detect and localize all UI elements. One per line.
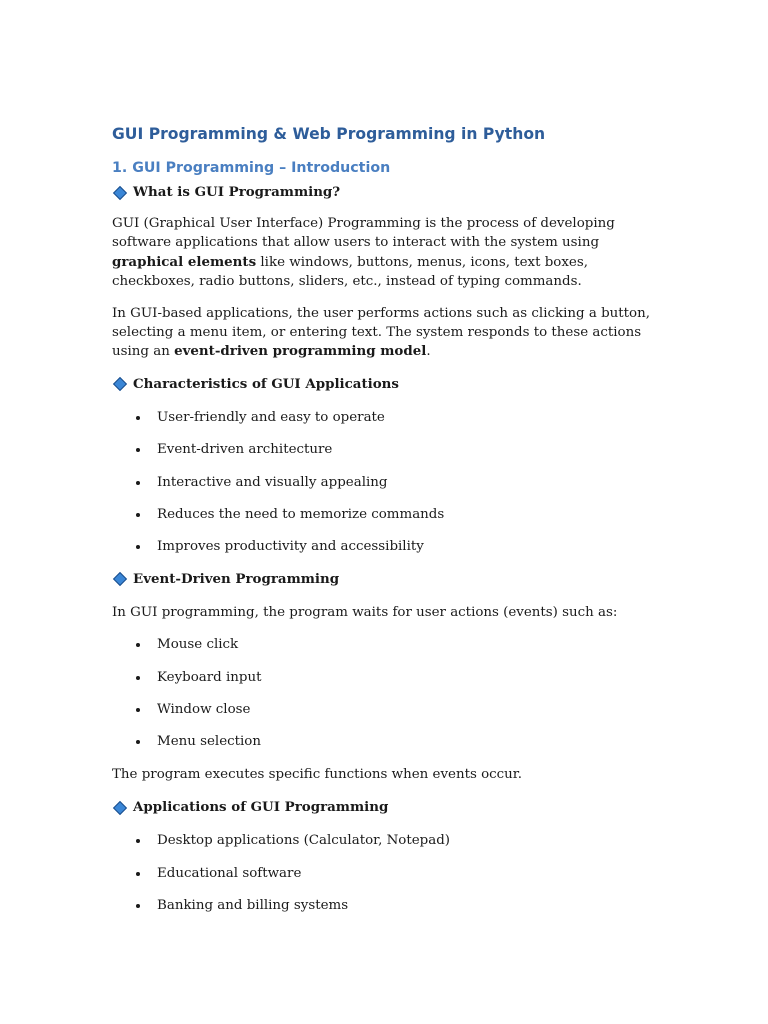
list-item-text: User-friendly and easy to operate: [157, 409, 385, 425]
list-item: [112, 537, 652, 556]
bullet-icon: [136, 904, 140, 908]
list-item: [112, 831, 652, 850]
bullet-icon: [136, 448, 140, 452]
subheading-label: What is GUI Programming?: [133, 184, 341, 200]
paragraph-event-outro: The program executes specific functions when events occur.: [112, 766, 522, 782]
bullet-icon: [136, 708, 140, 712]
subheading-label: Event-Driven Programming: [133, 570, 340, 587]
events-list: [112, 635, 652, 752]
list-item-text: Mouse click: [157, 637, 239, 653]
bold-term-event-driven-model: event-driven programming model: [174, 343, 427, 360]
list-item-text: Banking and billing systems: [157, 897, 349, 913]
list-item-text: Event-driven architecture: [157, 442, 333, 458]
diamond-icon: [113, 185, 127, 199]
bullet-icon: [136, 545, 140, 549]
bullet-icon: [136, 872, 140, 876]
list-item: [112, 408, 652, 427]
list-item: [112, 635, 652, 654]
bullet-icon: [136, 416, 140, 420]
diamond-icon: [113, 377, 127, 391]
subheading-label: Applications of GUI Programming: [133, 799, 389, 816]
bullet-icon: [136, 643, 140, 647]
bold-term-graphical-elements: graphical elements: [112, 253, 257, 270]
list-item: [112, 473, 652, 492]
list-item-text: Reduces the need to memorize commands: [157, 507, 445, 523]
paragraph-gui-actions: [112, 304, 652, 362]
list-item: [112, 732, 652, 751]
list-item-text: Desktop applications (Calculator, Notepad): [157, 833, 451, 849]
bullet-icon: [136, 839, 140, 843]
paragraph-text: .: [426, 344, 431, 360]
list-item: [112, 440, 652, 459]
list-item: [112, 505, 652, 524]
diamond-icon: [113, 801, 127, 815]
list-item-text: Interactive and visually appealing: [157, 474, 388, 490]
paragraph-gui-definition: [112, 214, 652, 292]
list-item: [112, 864, 652, 883]
list-item: [112, 700, 652, 719]
paragraph-text: In GUI-based applications, the user performs actions such as clicking a button, selecting a menu item, or entering text. The system responds to these actions using an: [112, 305, 650, 360]
subheading-event-driven: [112, 570, 652, 589]
section-heading-gui-intro: 1. GUI Programming – Introduction: [112, 160, 391, 176]
list-item: [112, 668, 652, 687]
paragraph-text: GUI (Graphical User Interface) Programming is the process of developing software applications that allow users to interact with the system using: [112, 216, 615, 251]
list-item-text: Window close: [157, 701, 251, 717]
bullet-icon: [136, 513, 140, 517]
list-item-text: Educational software: [157, 865, 302, 881]
characteristics-list: [112, 408, 652, 557]
paragraph-event-intro: In GUI programming, the program waits for user actions (events) such as:: [112, 604, 618, 620]
applications-list: [112, 831, 652, 915]
bullet-icon: [136, 676, 140, 680]
subheading-label: Characteristics of GUI Applications: [133, 375, 399, 392]
diamond-icon: [113, 572, 127, 586]
subheading-characteristics: [112, 375, 652, 394]
paragraph-text: like windows, buttons, menus, icons, text boxes, checkboxes, radio buttons, sliders, etc., instead of typing commands.: [112, 254, 588, 290]
list-item-text: Improves productivity and accessibility: [157, 539, 424, 555]
document-title: GUI Programming & Web Programming in Python: [112, 125, 546, 143]
subheading-what-is-gui: [112, 183, 652, 202]
subheading-applications: [112, 798, 652, 817]
bullet-icon: [136, 481, 140, 485]
bullet-icon: [136, 740, 140, 744]
list-item: [112, 896, 652, 915]
list-item-text: Menu selection: [157, 734, 261, 750]
document-body: [112, 124, 652, 928]
list-item-text: Keyboard input: [157, 669, 262, 685]
